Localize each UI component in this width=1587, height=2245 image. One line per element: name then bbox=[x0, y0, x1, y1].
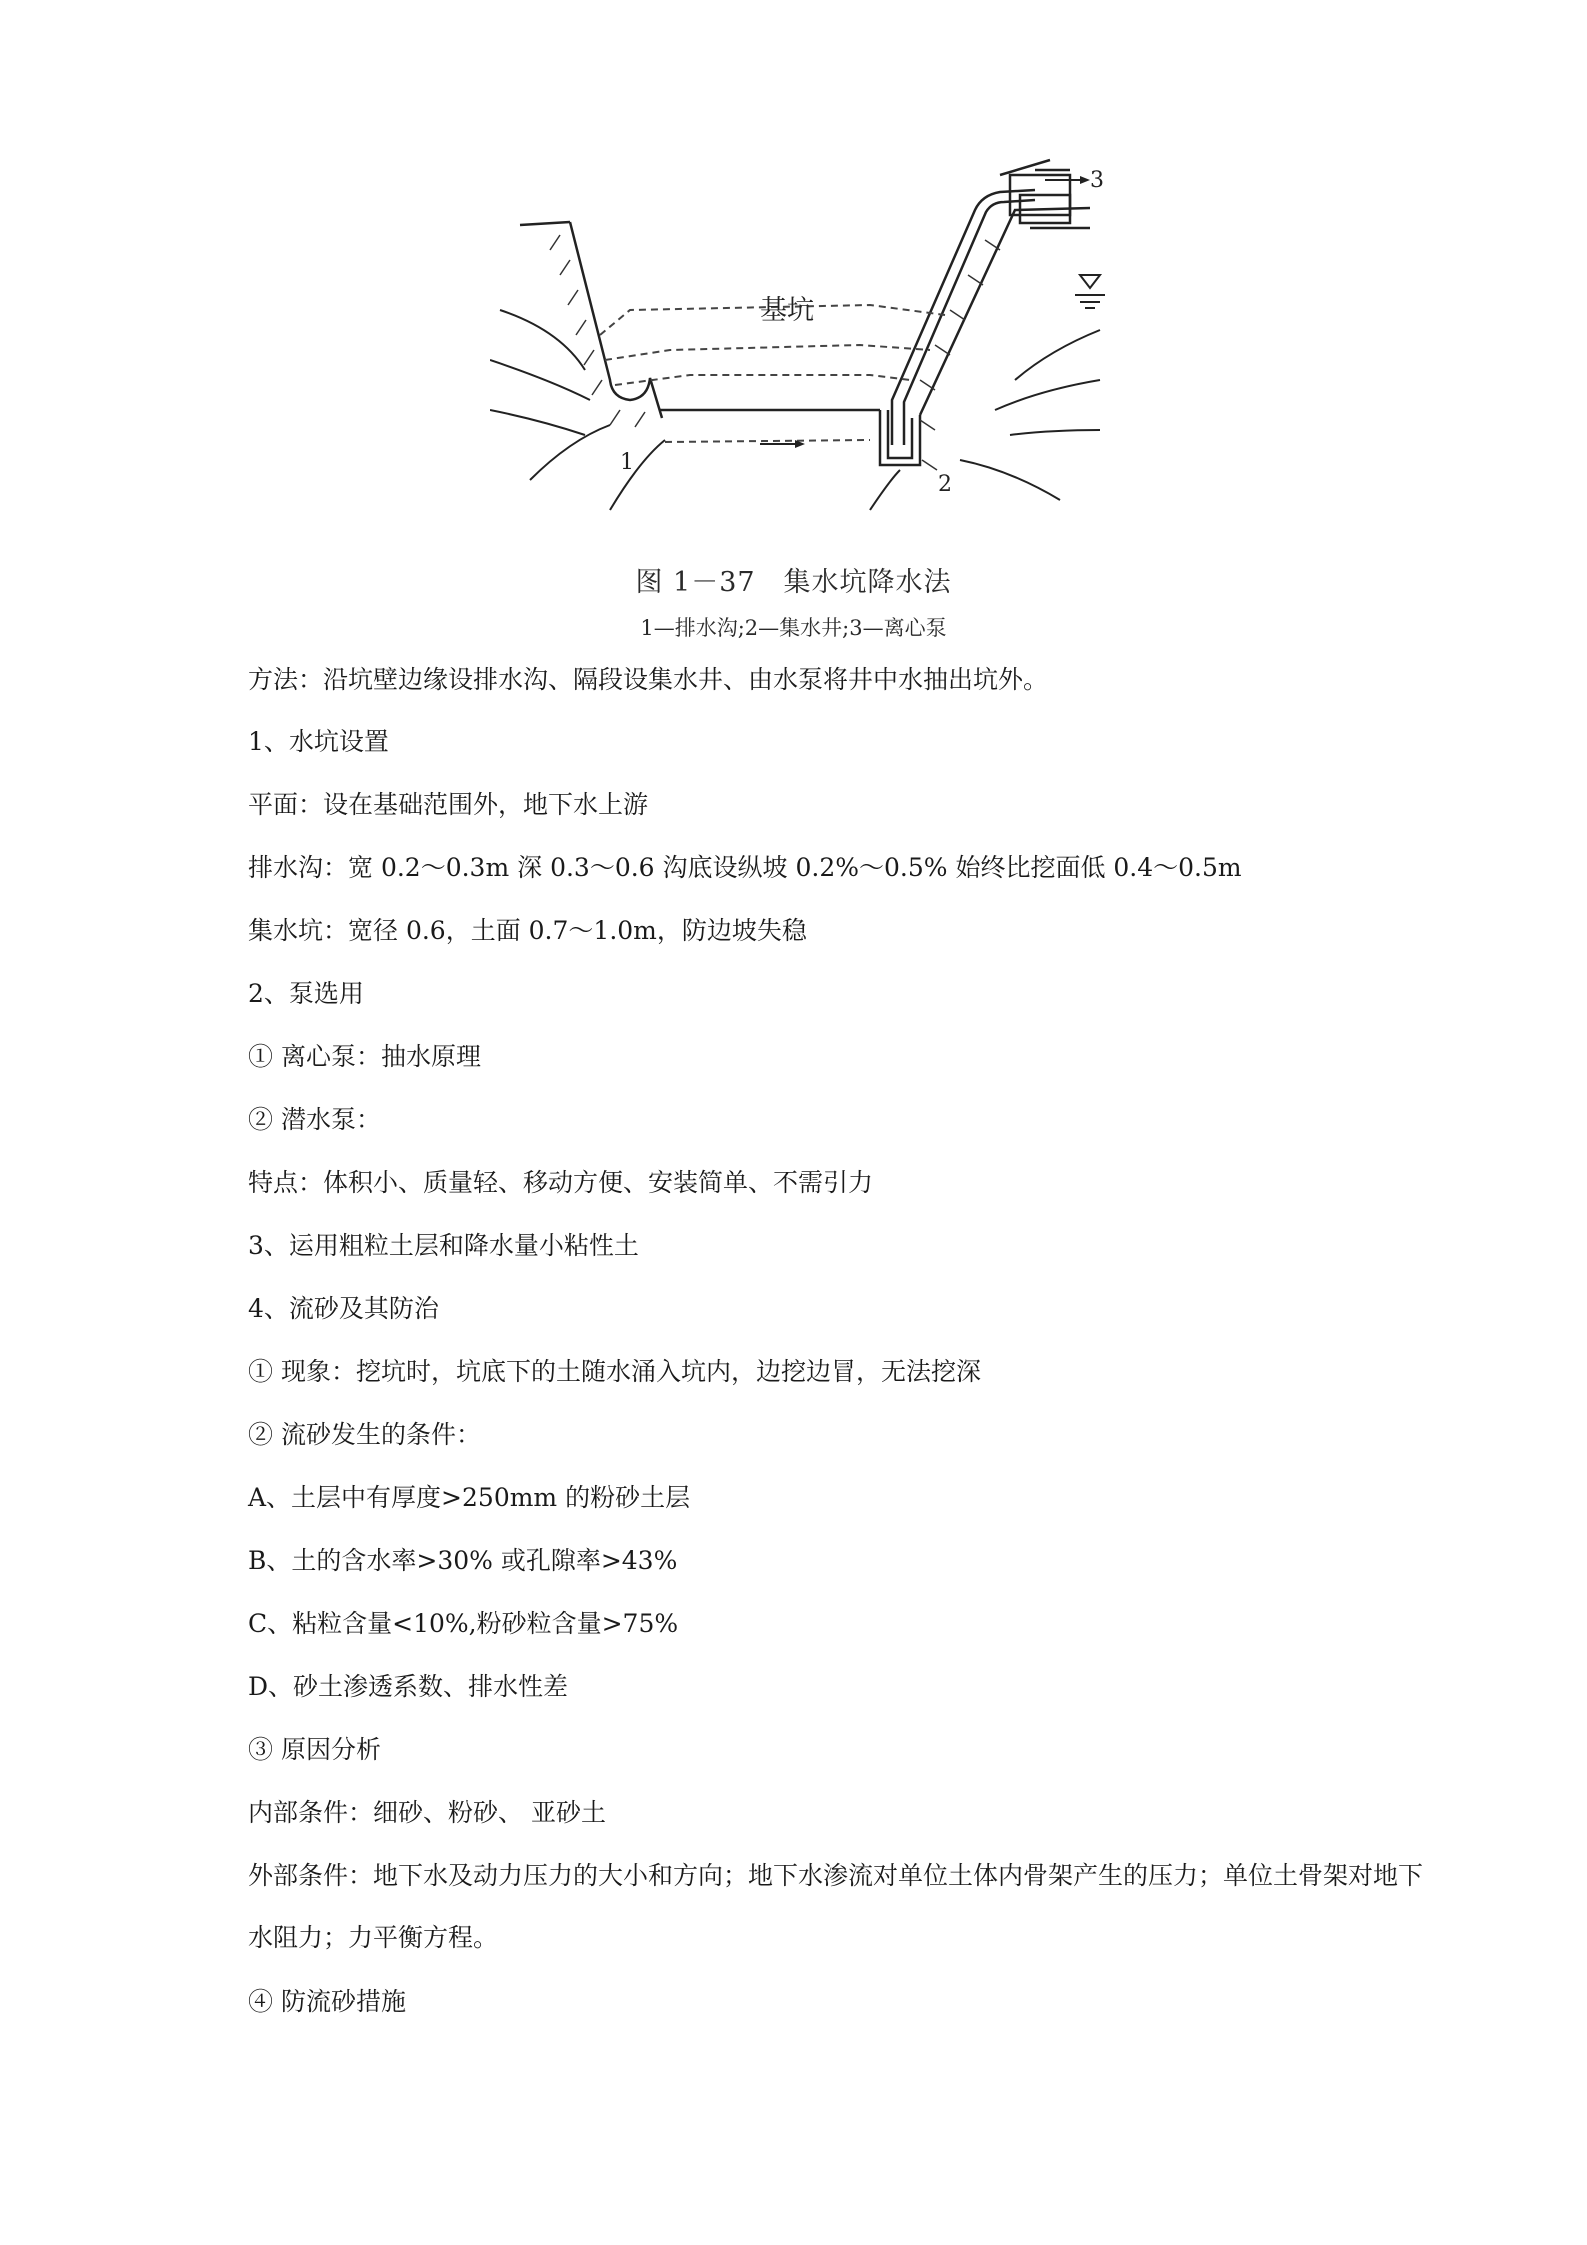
text-line: 2、泵选用 bbox=[248, 979, 364, 1008]
text-line: 平面：设在基础范围外，地下水上游 bbox=[248, 790, 649, 819]
text-line: D、砂土渗透系数、排水性差 bbox=[248, 1672, 569, 1701]
text-line: 4、流砂及其防治 bbox=[248, 1294, 439, 1323]
text-line: 集水坑：宽径 0.6，土面 0.7～1.0m，防边坡失稳 bbox=[248, 916, 807, 945]
text-line: 3、运用粗粒土层和降水量小粘性土 bbox=[248, 1231, 639, 1260]
figure-label-2: 2 bbox=[938, 472, 952, 497]
text-line: A、土层中有厚度>250mm 的粉砂土层 bbox=[248, 1483, 691, 1512]
text-line: C、粘粒含量<10%,粉砂粒含量>75% bbox=[248, 1609, 679, 1638]
figure-caption: 图 1－37 集水坑降水法 bbox=[635, 567, 952, 598]
dewatering-diagram bbox=[490, 140, 1110, 550]
text-line: ④ 防流砂措施 bbox=[248, 1987, 406, 2016]
text-line: B、土的含水率>30% 或孔隙率>43% bbox=[248, 1546, 678, 1575]
text-line: 排水沟：宽 0.2～0.3m 深 0.3～0.6 沟底设纵坡 0.2%～0.5% 始终比挖面低 0.4～0.5m bbox=[248, 853, 1242, 882]
text-line: 1、水坑设置 bbox=[248, 727, 389, 756]
text-line: ② 流砂发生的条件： bbox=[248, 1420, 481, 1449]
paragraph-external-conditions: 外部条件：地下水及动力压力的大小和方向；地下水渗流对单位土体内骨架产生的压力；单位土骨架对地下水阻力；力平衡方程。 bbox=[248, 1861, 1424, 1952]
figure-legend: 1—排水沟;2—集水井;3—离心泵 bbox=[640, 616, 947, 640]
text-line: ① 现象：挖坑时，坑底下的土随水涌入坑内，边挖边冒，无法挖深 bbox=[248, 1357, 981, 1386]
figure-label-pit: 基坑 bbox=[760, 295, 814, 326]
text-line: ③ 原因分析 bbox=[248, 1735, 381, 1764]
figure-dewatering-diagram bbox=[490, 140, 1110, 550]
text-line: ② 潜水泵： bbox=[248, 1105, 381, 1134]
text-line: 内部条件：细砂、粉砂、 亚砂土 bbox=[248, 1798, 606, 1827]
figure-label-3: 3 bbox=[1090, 168, 1104, 193]
figure-label-1: 1 bbox=[620, 450, 634, 475]
text-line: 特点：体积小、质量轻、移动方便、安装简单、不需引力 bbox=[248, 1168, 874, 1197]
text-line: 方法：沿坑壁边缘设排水沟、隔段设集水井、由水泵将井中水抽出坑外。 bbox=[248, 665, 1049, 694]
text-line: ① 离心泵：抽水原理 bbox=[248, 1042, 481, 1071]
pump-icon bbox=[1000, 160, 1090, 228]
